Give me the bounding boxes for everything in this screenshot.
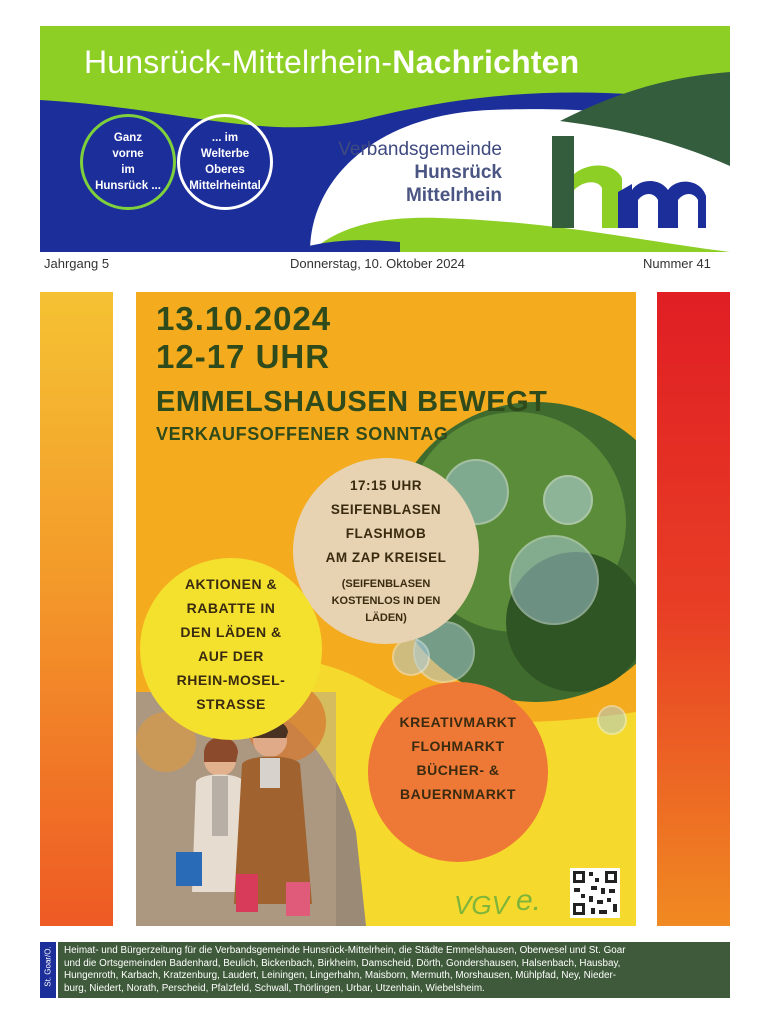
- footer-line: Heimat- und Bürgerzeitung für die Verbandsgemeinde Hunsrück-Mittelrhein, die Städte Emmelshausen, Oberwesel und St. Goar: [64, 945, 626, 956]
- aktionen-text: [140, 572, 322, 716]
- aktionen-line: DEN LÄDEN &: [180, 624, 282, 640]
- newspaper-title: [84, 44, 579, 81]
- left-gradient-bar: [40, 292, 113, 926]
- slogan-left-line: im: [121, 164, 135, 176]
- issue-number: Nummer 41: [643, 256, 711, 271]
- flashmob-note-line: (SEIFENBLASEN: [341, 578, 431, 590]
- event-poster: [136, 292, 636, 926]
- aktionen-line: RHEIN-MOSEL-: [176, 672, 286, 688]
- slogan-left-line: Hunsrück ...: [95, 180, 161, 192]
- event-headline: EMMELSHAUSEN BEWEGT: [156, 386, 548, 418]
- aktionen-line: AUF DER: [198, 648, 264, 664]
- markt-line: KREATIVMARKT: [399, 714, 517, 730]
- edition-tag: [40, 942, 56, 998]
- aktionen-line: RABATTE IN: [186, 600, 276, 616]
- flashmob-text: [293, 474, 479, 570]
- issue-date: Donnerstag, 10. Oktober 2024: [290, 256, 465, 271]
- flashmob-note-line: LÄDEN): [365, 612, 407, 624]
- flashmob-note-line: KOSTENLOS IN DEN: [331, 595, 441, 607]
- title-regular: Hunsrück-Mittelrhein-: [84, 44, 393, 80]
- event-subline: VERKAUFSOFFENER SONNTAG: [156, 424, 449, 444]
- slogan-right-line: Oberes: [205, 164, 245, 176]
- masthead: [40, 26, 730, 252]
- aktionen-line: AKTIONEN &: [184, 576, 278, 592]
- flashmob-line: SEIFENBLASEN: [330, 502, 442, 517]
- verband-line: Verbandsgemeinde: [338, 139, 502, 160]
- slogan-left-line: vorne: [112, 148, 144, 160]
- markt-line: BAUERNMARKT: [400, 786, 516, 802]
- hm-logo: [548, 134, 708, 234]
- footer-line: burg, Niedert, Norath, Perscheid, Pfalzfeld, Schwall, Thörlingen, Urbar, Utzenhain, Wiebelsheim.: [64, 982, 485, 994]
- flashmob-line: FLASHMOB: [345, 526, 427, 541]
- aktionen-circle: [140, 558, 322, 740]
- volume-label: Jahrgang 5: [44, 256, 110, 271]
- markt-line: BÜCHER- &: [416, 762, 500, 778]
- verbandsgemeinde-label: [338, 138, 502, 207]
- verband-line: Hunsrück: [414, 162, 502, 183]
- slogan-left-line: Ganz: [113, 132, 143, 144]
- slogan-circle-left: [80, 114, 176, 210]
- title-bold: Nachrichten: [392, 44, 580, 80]
- e-logo: e.: [516, 884, 542, 917]
- edition-label: St. Goar/O.: [43, 946, 53, 987]
- slogan-right-line: Mittelrheintal: [189, 180, 261, 192]
- slogan-right-line: ... im: [211, 132, 239, 144]
- verband-line: Mittelrhein: [405, 185, 502, 206]
- flashmob-line: AM ZAP KREISEL: [325, 550, 447, 565]
- footer-text: [64, 945, 728, 995]
- vgv-logo: VGV: [454, 890, 509, 920]
- footer-banner: [58, 942, 730, 998]
- event-date: 13.10.2024: [156, 300, 332, 337]
- aktionen-line: STRASSE: [196, 696, 266, 712]
- slogan-right-line: Welterbe: [200, 148, 250, 160]
- flashmob-note: [313, 576, 459, 627]
- markt-circle: [368, 682, 548, 862]
- footer-line: und die Ortsgemeinden Badenhard, Beulich, Bickenbach, Birkheim, Damscheid, Dörth, Gondershausen, Halsenbach, Hausbay,: [64, 957, 621, 969]
- slogan-circle-right: [177, 114, 273, 210]
- footer-line: Hungenroth, Karbach, Kratzenburg, Laudert, Leiningen, Lingerhahn, Maisborn, Mermuth, Morshausen, Mühlpfad, Ney, Nieder-: [64, 970, 617, 981]
- right-gradient-bar: [657, 292, 730, 926]
- event-date-time: [156, 300, 331, 376]
- markt-text: [368, 710, 548, 806]
- flashmob-line: 17:15 UHR: [349, 478, 423, 493]
- event-time: 12-17 UHR: [156, 338, 331, 375]
- markt-line: FLOHMARKT: [411, 738, 505, 754]
